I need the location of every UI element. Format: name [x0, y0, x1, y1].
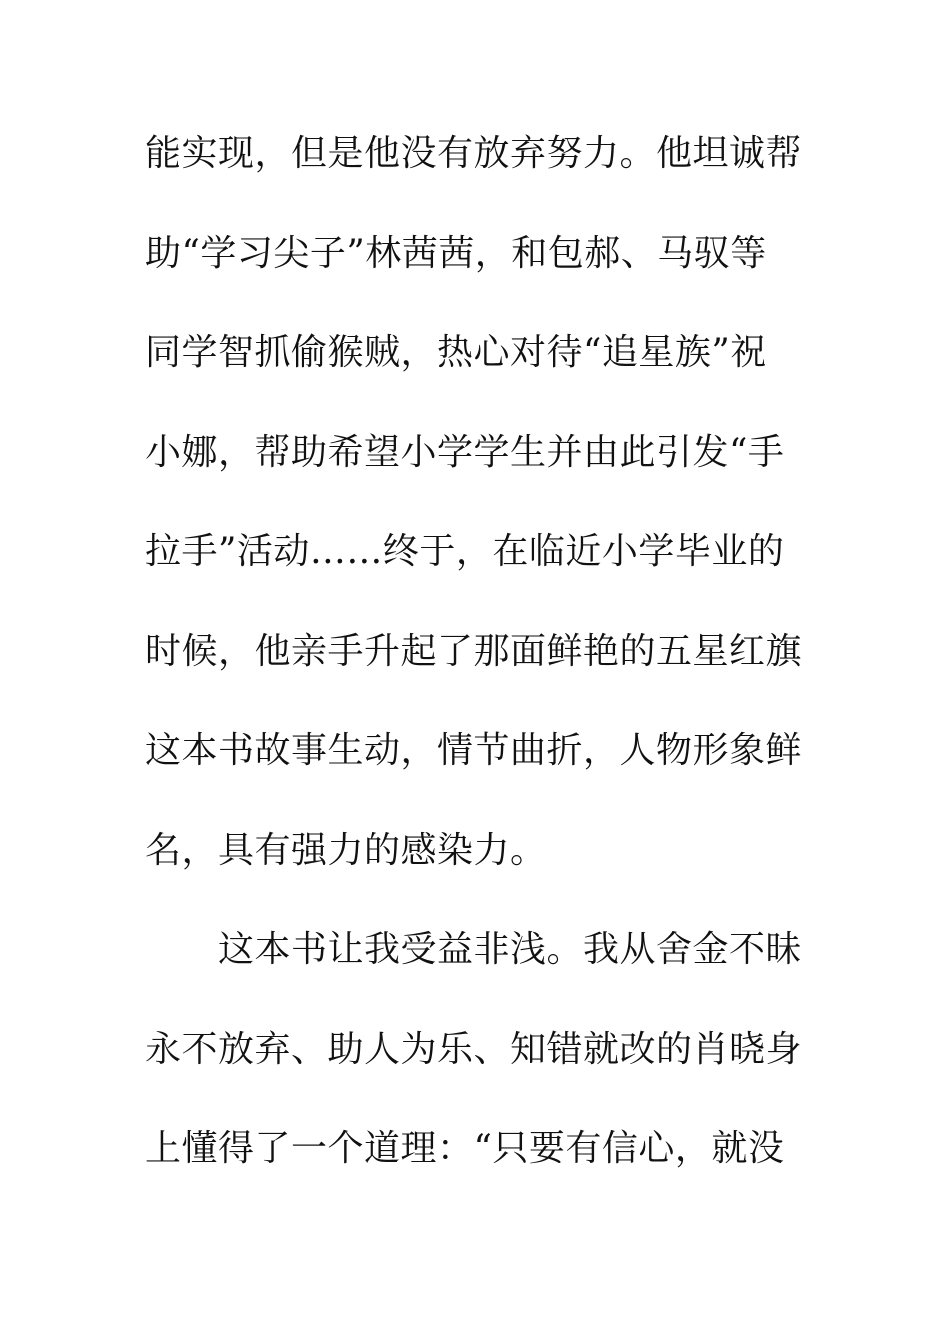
- text-line: 小娜，帮助希望小学学生并由此引发“手: [145, 432, 785, 473]
- text-line: 名，具有强力的感染力。: [145, 830, 547, 871]
- text-line: 上懂得了一个道理：“只要有信心，就没: [145, 1128, 785, 1169]
- text-line: 同学智抓偷猴贼，热心对待“追星族”祝: [145, 332, 767, 373]
- text-line: 永不放弃、助人为乐、知错就改的肖晓身: [145, 1029, 803, 1070]
- text-line: 拉手”活动……终于，在临近小学毕业的: [145, 531, 785, 572]
- text-line: 能实现，但是他没有放弃努力。他坦诚帮: [145, 133, 803, 174]
- text-line: 助“学习尖子”林茜茜，和包郝、马驭等: [145, 233, 767, 274]
- paragraph-first-line: 这本书让我受益非浅。我从舍金不昧: [218, 929, 803, 970]
- text-line: 时候，他亲手升起了那面鲜艳的五星红旗: [145, 631, 803, 672]
- text-line: 这本书故事生动，情节曲折，人物形象鲜: [145, 730, 803, 771]
